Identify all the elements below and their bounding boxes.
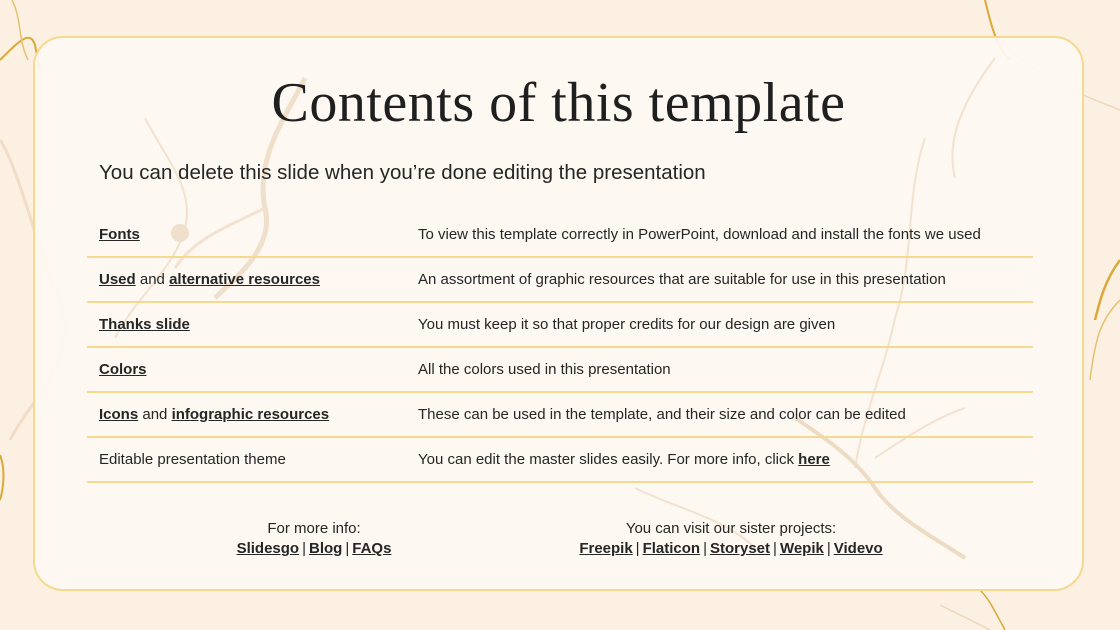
link-separator: | (345, 540, 350, 557)
sister-projects-label: You can visit our sister projects: (625, 520, 837, 537)
thanks-slide-link[interactable]: Thanks slide (99, 316, 190, 333)
resource-cell (87, 302, 408, 347)
storyset-link[interactable]: Storyset (710, 540, 771, 557)
resource-cell (87, 213, 408, 257)
resource-cell (87, 257, 408, 302)
more-info-block (207, 519, 421, 559)
description-cell: All the colors used in this presentation (408, 347, 1033, 392)
description-cell: To view this template correctly in PowerPoint, download and install the fonts we used (408, 213, 1033, 257)
freepik-link[interactable]: Freepik (579, 540, 633, 557)
resource-cell (87, 347, 408, 392)
table-row (87, 213, 1033, 257)
description-text: You can edit the master slides easily. For more info, click (418, 451, 794, 468)
contents-table (87, 213, 1033, 483)
slide-title: Contents of this template (271, 72, 846, 134)
link-separator: | (703, 540, 707, 557)
table-row (87, 347, 1033, 392)
description-cell: These can be used in the template, and their size and color can be edited (408, 392, 1033, 437)
slide-subtitle: You can delete this slide when you’re done editing the presentation (99, 161, 706, 184)
table-row (87, 257, 1033, 302)
joiner-text: and (139, 271, 165, 288)
icons-link[interactable]: Icons (99, 406, 139, 423)
faqs-link[interactable]: FAQs (352, 540, 392, 557)
link-separator: | (302, 540, 306, 557)
content-card (33, 36, 1084, 591)
table-row (87, 437, 1033, 482)
infographic-resources-link[interactable]: infographic resources (171, 406, 330, 423)
slidesgo-link[interactable]: Slidesgo (236, 540, 300, 557)
joiner-text: and (142, 406, 168, 423)
videvo-link[interactable]: Videvo (833, 540, 883, 557)
fonts-link[interactable]: Fonts (99, 226, 140, 243)
description-cell (408, 437, 1033, 482)
table-row (87, 302, 1033, 347)
more-info-links (207, 539, 421, 559)
table-row (87, 392, 1033, 437)
alternative-resources-link[interactable]: alternative resources (169, 271, 320, 288)
blog-link[interactable]: Blog (309, 540, 343, 557)
link-separator: | (773, 540, 777, 557)
used-resources-link[interactable]: Used (99, 271, 136, 288)
wepik-link[interactable]: Wepik (779, 540, 824, 557)
more-info-label: For more info: (267, 520, 361, 537)
resource-cell: Editable presentation theme (87, 437, 408, 482)
description-cell: An assortment of graphic resources that are suitable for use in this presentation (408, 257, 1033, 302)
link-separator: | (635, 540, 640, 557)
description-cell: You must keep it so that proper credits for our design are given (408, 302, 1033, 347)
resource-cell (87, 392, 408, 437)
link-separator: | (826, 540, 831, 557)
here-link[interactable]: here (798, 451, 830, 468)
sister-projects-links (539, 539, 923, 559)
sister-projects-block (539, 519, 923, 559)
flaticon-link[interactable]: Flaticon (642, 540, 701, 557)
colors-link[interactable]: Colors (99, 361, 147, 378)
